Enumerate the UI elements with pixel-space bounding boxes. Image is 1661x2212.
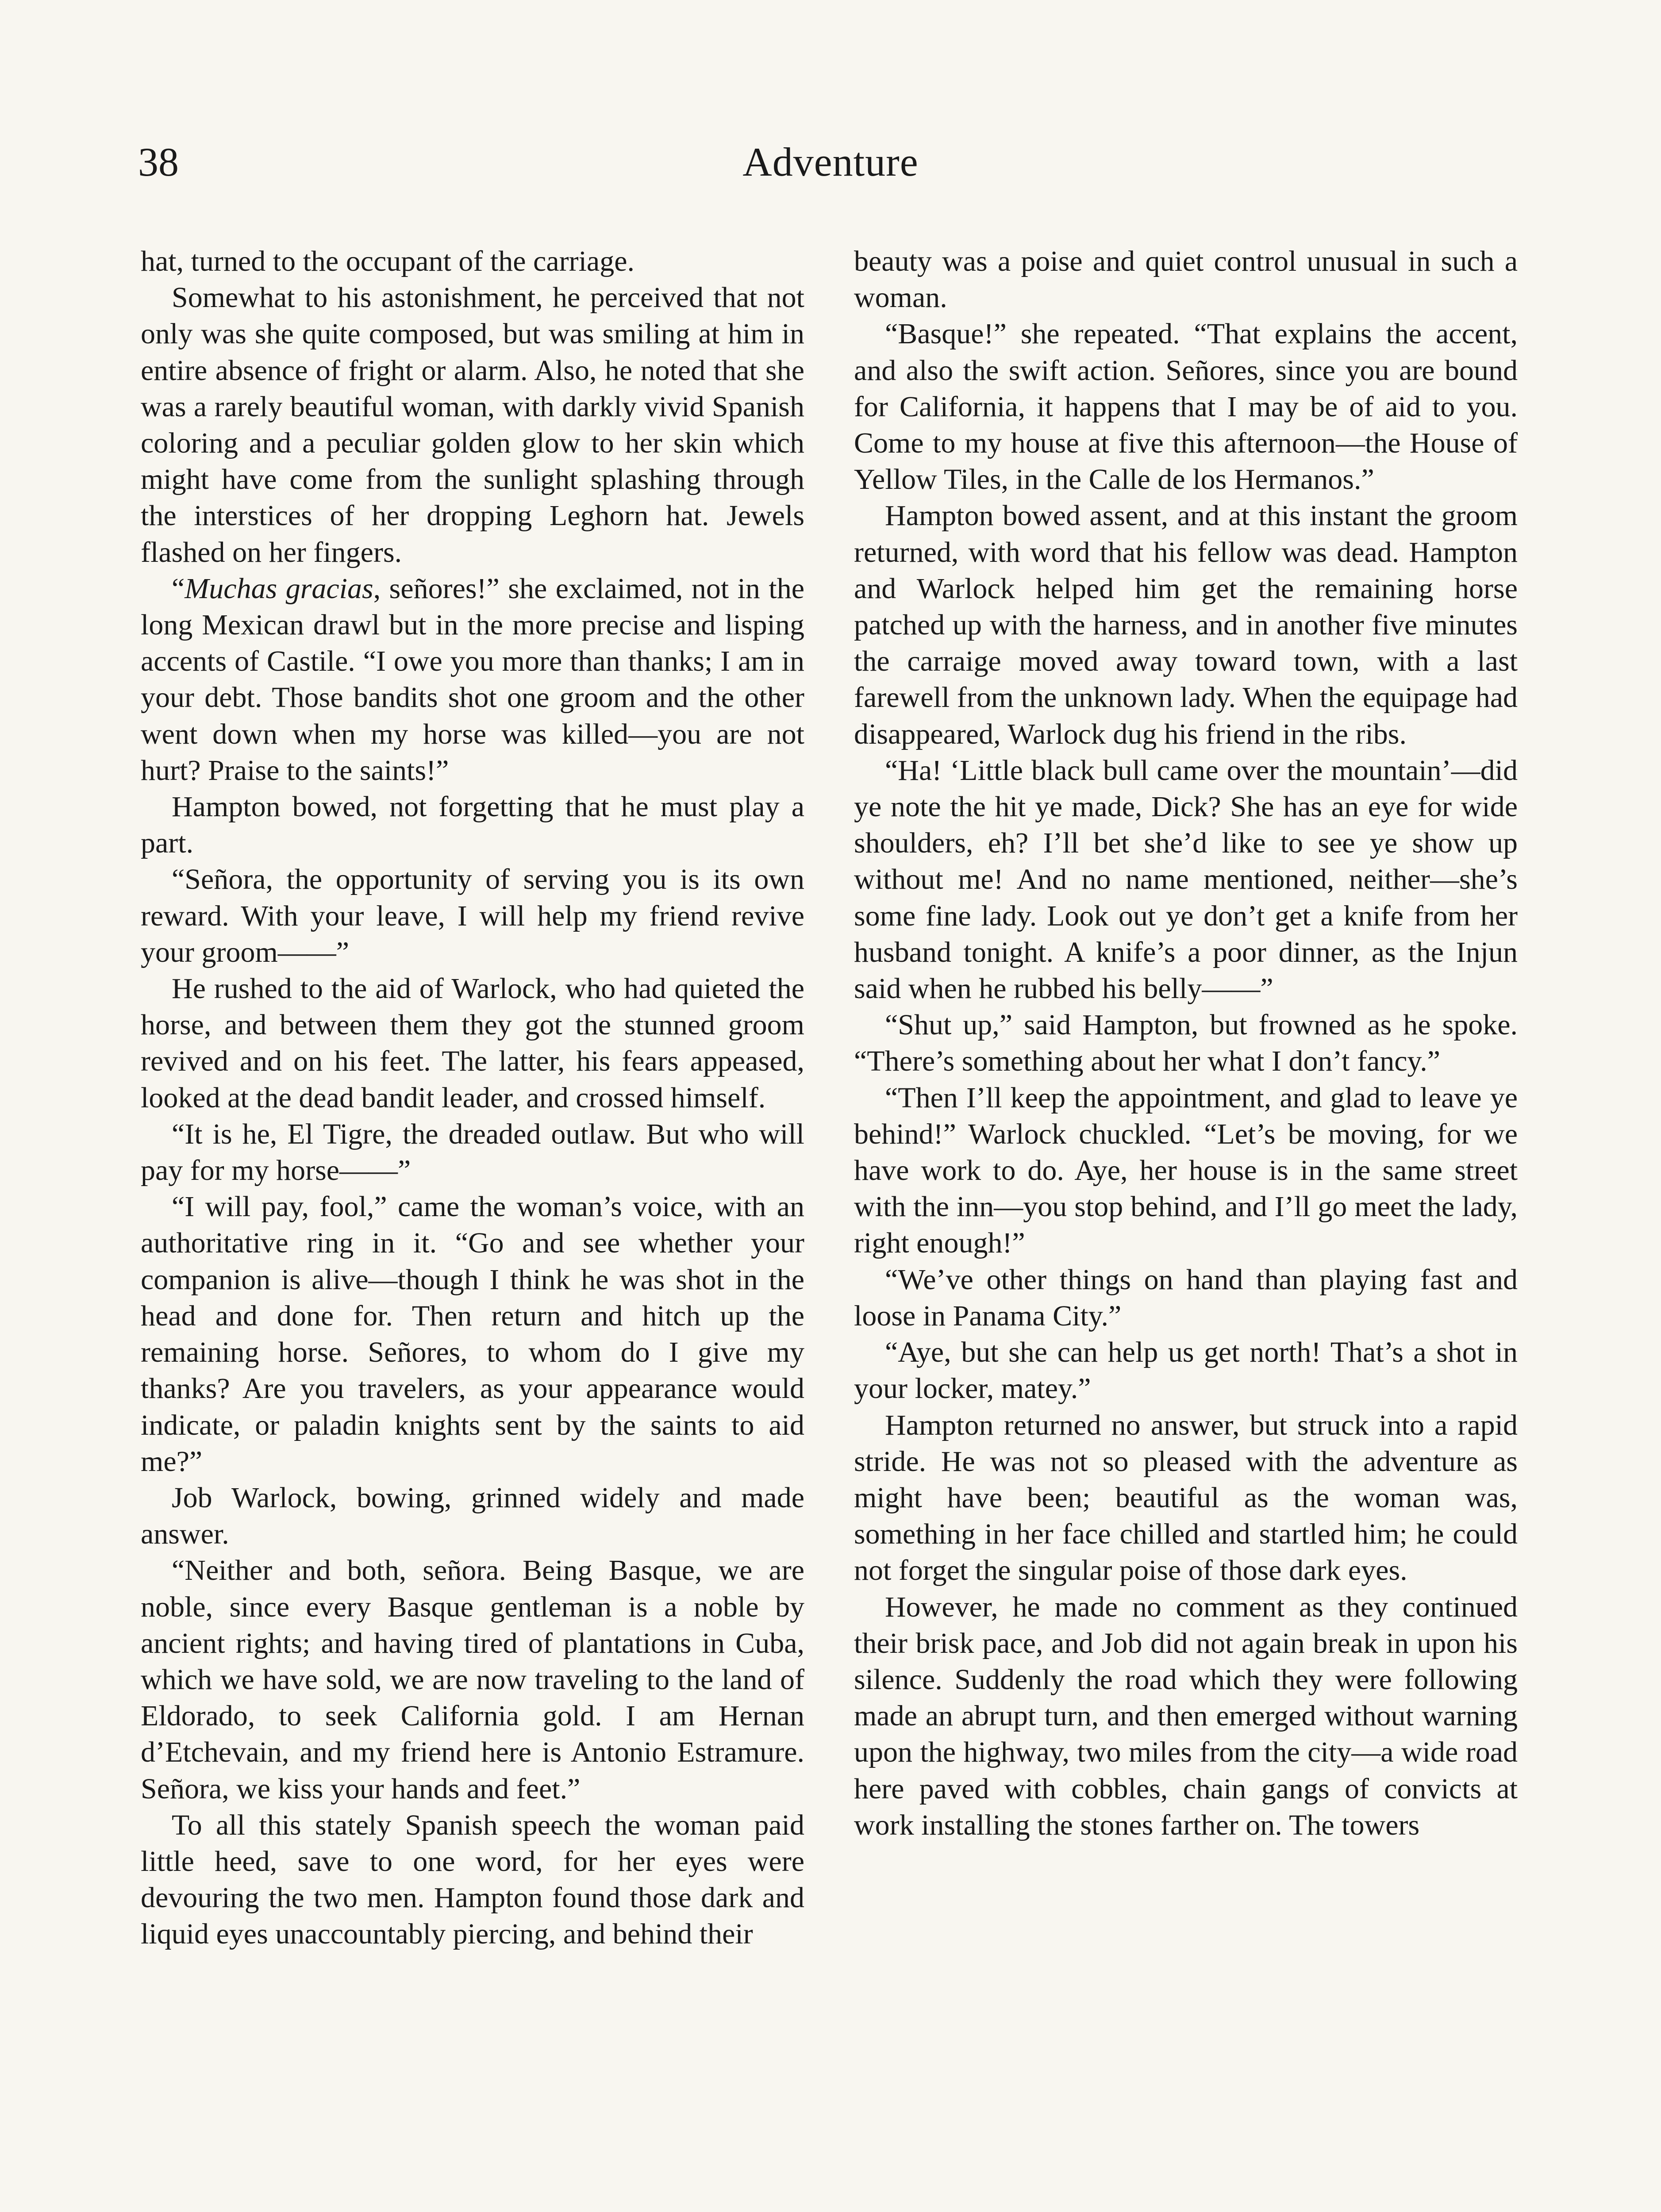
paragraph: “Neither and both, señora. Being Basque, we are noble, since every Basque gentleman is a noble by ancient rights; and having tired of plantations in Cuba, which we have sold, we are now traveling to the land of Eldorado, to seek California gold. I am Hernan d’Etchevain, and my friend here is Antonio Estramure. Señora, we kiss your hands and feet.” (141, 1554, 804, 1805)
left-column (141, 243, 804, 1953)
paragraph: “I will pay, fool,” came the woman’s voice, with an authoritative ring in it. “Go and see whether your companion is alive—though I think he was shot in the head and done for. Then return and hitch up the remaining horse. Señores, to whom do I give my thanks? Are you travelers, as your appearance would indicate, or paladin knights sent by the saints to aid me?” (141, 1190, 804, 1478)
running-head-title: Adventure (742, 139, 919, 184)
paragraph: “Ha! ‘Little black bull came over the mountain’—did ye note the hit ye made, Dick? She has an eye for wide shoulders, eh? I’ll bet she’d like to see ye show up without me! And no name mentioned, neither—she’s some fine lady. Look out ye don’t get a knife from her husband tonight. A knife’s a poor dinner, as the Injun said when he rubbed his belly——” (854, 754, 1518, 1005)
paragraph: “Then I’ll keep the appointment, and glad to leave ye behind!” Warlock chuckled. “Let’s be moving, for we have work to do. Aye, her house is in the same street with the inn—you stop behind, and I’ll go meet the lady, right enough!” (854, 1081, 1518, 1260)
paragraph: Somewhat to his astonishment, he perceived that not only was she quite composed, but was smiling at him in entire absence of fright or alarm. Also, he noted that she was a rarely beautiful woman, with darkly vivid Spanish coloring and a peculiar golden glow to her skin which might have come from the sunlight splashing through the interstices of her dropping Leghorn hat. Jewels flashed on her fingers. (141, 281, 804, 568)
paragraph: Job Warlock, bowing, grinned widely and made answer. (141, 1481, 804, 1551)
paragraph: Hampton returned no answer, but struck into a rapid stride. He was not so pleased with the adventure as might have been; beautiful as the woman was, something in her face chilled and startled him; he could not forget the singular poise of those dark eyes. (854, 1409, 1518, 1587)
paragraph: “It is he, El Tigre, the dreaded outlaw. But who will pay for my horse——” (141, 1118, 804, 1187)
paragraph: However, he made no comment as they continued their brisk pace, and Job did not again break in upon his silence. Suddenly the road which they were following made an abrupt turn, and then emerged without warning upon the highway, two miles from the city—a wide road here paved with cobbles, chain gangs of convicts at work installing the stones farther on. The towers (854, 1590, 1518, 1841)
paragraph: He rushed to the aid of Warlock, who had quieted the horse, and between them they got the stunned groom revived and on his feet. The latter, his fears appeased, looked at the dead bandit leader, and crossed himself. (141, 972, 804, 1114)
page-number: 38 (138, 139, 179, 184)
paragraph: hat, turned to the occupant of the carriage. (141, 245, 635, 277)
paragraph: Hampton bowed assent, and at this instant the groom returned, with word that his fellow was dead. Hampton and Warlock helped him get the remaining horse patched up with the harness, and in another five minutes the carraige moved away toward town, with a last farewell from the unknown lady. When the equipage had disappeared, Warlock dug his friend in the ribs. (854, 499, 1518, 750)
paragraph-text: , señores!” she exclaimed, not in the long Mexican drawl but in the more precise and lisping accents of Castile. “I owe you more than thanks; I am in your debt. Those bandits shot one groom and the other went down when my horse was killed—you are not hurt? Praise to the saints!” (141, 572, 804, 787)
paragraph: Hampton bowed, not forgetting that he must play a part. (141, 791, 804, 860)
paragraph: “Basque!” she repeated. “That explains the accent, and also the swift action. Señores, since you are bound for California, it happens that I may be of aid to you. Come to my house at five this afternoon—the House of Yellow Tiles, in the Calle de los Hermanos.” (854, 318, 1518, 496)
paragraph: “Aye, but she can help us get north! That’s a shot in your locker, matey.” (854, 1336, 1518, 1405)
paragraph: “Señora, the opportunity of serving you is its own reward. With your leave, I will help my friend revive your groom——” (141, 863, 804, 968)
paragraph: beauty was a poise and quiet control unusual in such a woman. (854, 245, 1518, 314)
right-column (854, 243, 1518, 1843)
paragraph: “Muchas gracias, señores!” she exclaimed, not in the long Mexican drawl but in the more precise and lisping accents of Castile. “I owe you more than thanks; I am in your debt. Those bandits shot one groom and the other went down when my horse was killed—you are not hurt? Praise to the saints!” (141, 572, 804, 787)
paragraph: To all this stately Spanish speech the woman paid little heed, save to one word, for her eyes were devouring the two men. Hampton found those dark and liquid eyes unaccountably piercing, and behind their (141, 1809, 804, 1951)
italic-phrase: Muchas gracias (185, 572, 373, 605)
paragraph: “We’ve other things on hand than playing fast and loose in Panama City.” (854, 1263, 1518, 1332)
paragraph: “Shut up,” said Hampton, but frowned as he spoke. “There’s something about her what I don’t fancy.” (854, 1009, 1518, 1078)
